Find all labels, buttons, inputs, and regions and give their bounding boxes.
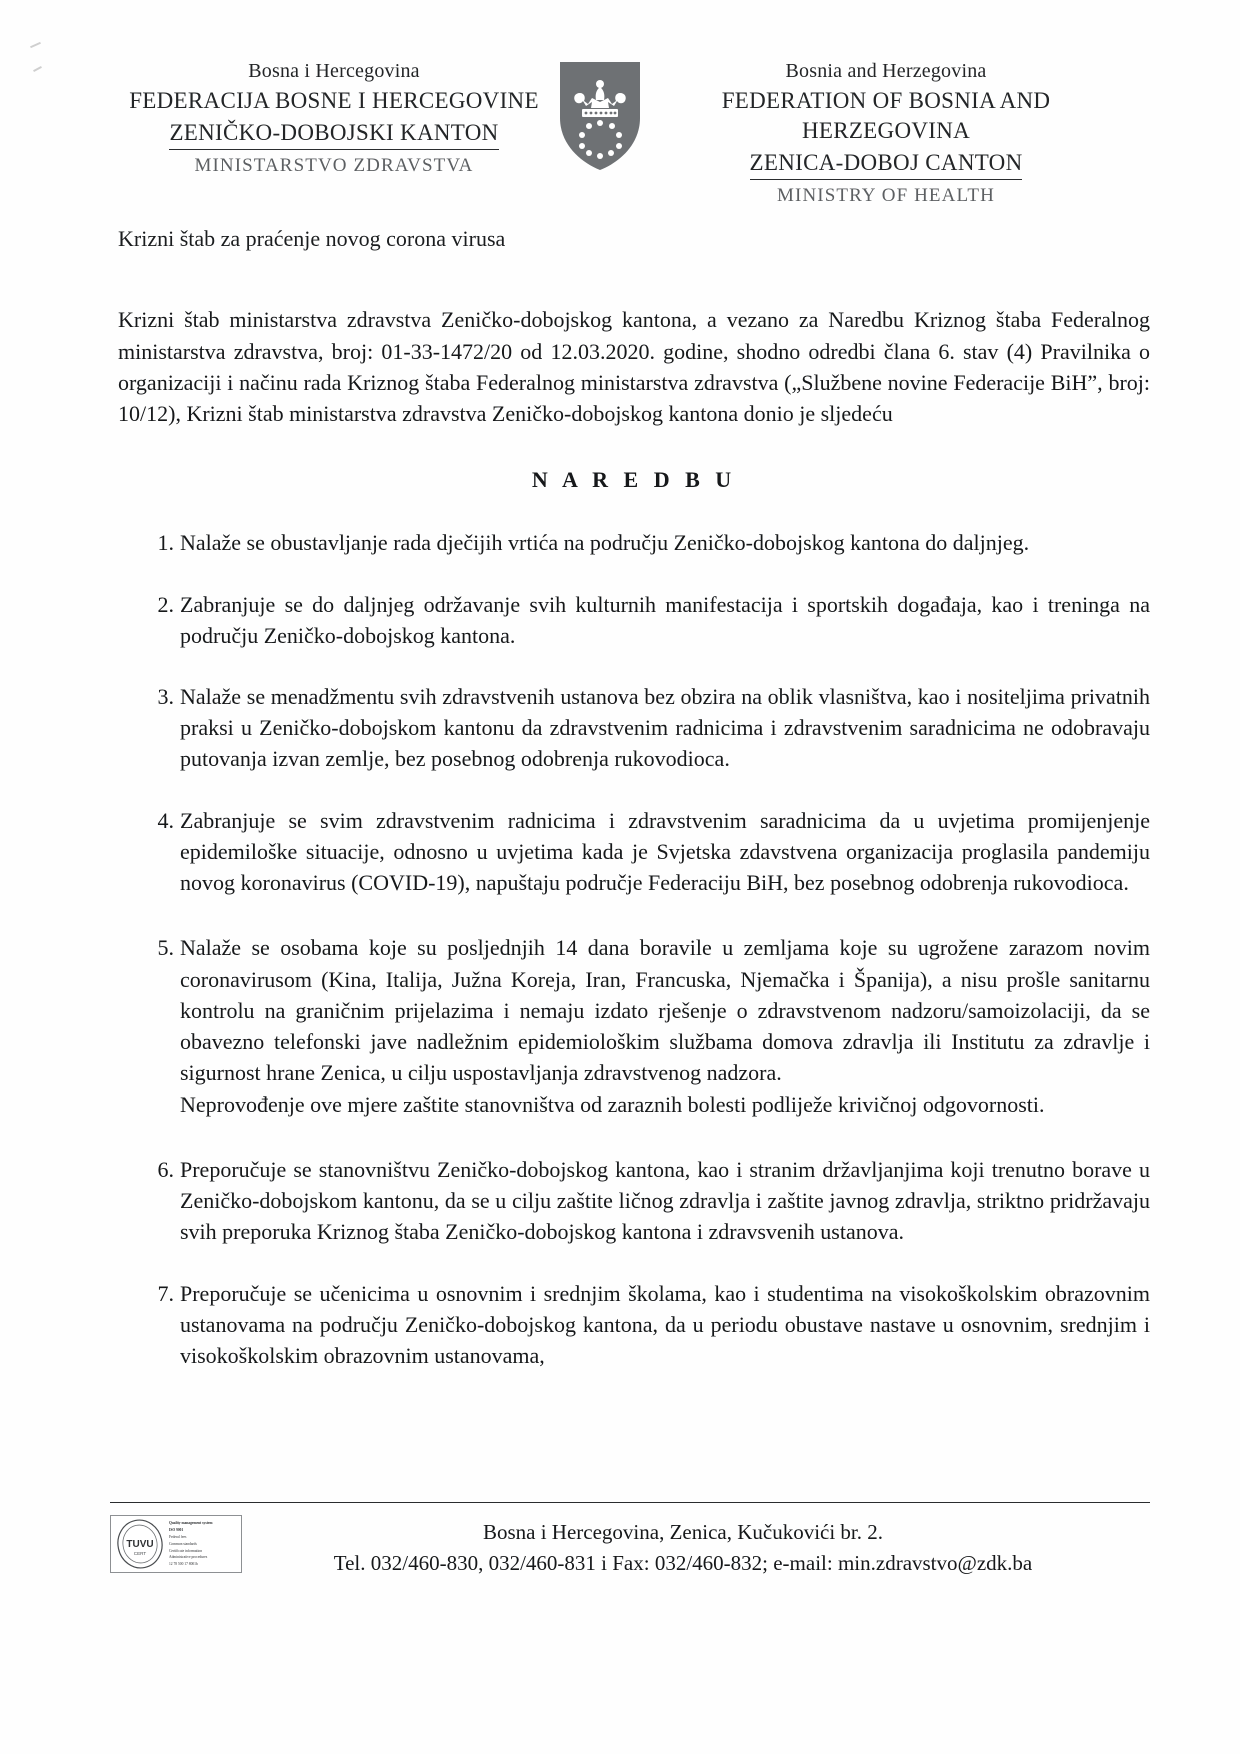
document-body xyxy=(118,304,1150,1371)
footer-address: Bosna i Hercegovina, Zenica, Kučukovići br. 2. xyxy=(482,1520,884,1545)
header-left-ministry: MINISTARSTVO ZDRAVSTVA xyxy=(194,154,474,176)
list-item-text: Preporučuje se stanovništvu Zeničko-dobojskog kantona, kao i stranim državljanjima koji trenutno borave u Zeničko-dobojskom kantonu, da se u cilju zaštite ličnog zdravlja i zaštite javnog zdravlja, striktno pridržavaju svih preporuka Kriznog štaba Zeničko-dobojskog kantona i zdravsvenih ustanova. xyxy=(180,1156,1150,1245)
tuv-logo-cert-number: 12 78 500 17 8001b xyxy=(169,1562,198,1567)
list-item-text: Nalaže se osobama koje su posljednjih 14 dana boravile u zemljama koje su ugrožene zarazom novim coronavirusom (Kina, Italija, Južna Koreja, Iran, Francuska, Njemačka i Španija), a nisu prošle sanitarnu kontrolu na graničnim prijelazima i nemaju izdato rješenje o zdravstvenom nadzoru/samoizolaciji, da se obavezno telefonski jave nadležnim epidemiološkim službama domova zdravlja ili Institutu za zdravlje i sigurnost hrane Zenica, u cilju uspostavljanja zdravstvenog nadzora. xyxy=(180,935,1150,1086)
document-footer xyxy=(110,1502,1150,1578)
list-item-number: 4. xyxy=(157,807,174,833)
list-item xyxy=(118,681,1150,775)
crisis-staff-subtitle: Krizni štab za praćenje novog corona virusa xyxy=(118,226,506,252)
tuv-logo-bullet: Administrative procedures xyxy=(169,1555,208,1560)
footer-divider xyxy=(110,1502,1150,1503)
list-item xyxy=(118,1278,1150,1372)
document-header xyxy=(0,0,1240,208)
list-item xyxy=(118,589,1150,651)
list-item-number: 7. xyxy=(157,1280,174,1306)
header-left-canton: ZENIČKO-DOBOJSKI KANTON xyxy=(169,118,498,150)
tuv-certification-logo xyxy=(110,1515,242,1573)
header-left-block xyxy=(124,58,544,178)
list-item-text-secondary: Neprovođenje ove mjere zaštite stanovništva od zaraznih bolesti podliježe krivičnoj odgovornosti. xyxy=(180,1091,1045,1117)
list-item-number: 2. xyxy=(157,591,174,617)
svg-text:TUVU: TUVU xyxy=(126,1539,154,1551)
list-item xyxy=(118,1154,1150,1248)
list-item-number: 3. xyxy=(157,684,174,709)
list-item-text: Zabranjuje se do daljnjeg održavanje svih kulturnih manifestacija i sportskih događaja, kao i treninga na području Zeničko-dobojskog kantona. xyxy=(180,591,1150,648)
header-right-canton: ZENICA-DOBOJ CANTON xyxy=(750,148,1023,180)
list-item-text: Nalaže se menadžmentu svih zdravstvenih ustanova bez obzira na oblik vlasništva, kao i nositeljima privatnih praksi u Zeničko-dobojskom kantonu da zdravstvenim radnicima i zdravstvenim saradnicima ne odobravaju putovanja izvan zemlje, bez posebnog odobrenja rukovodioca. xyxy=(180,684,1150,772)
order-heading: N A R E D B U xyxy=(531,467,737,493)
tuv-seal-icon xyxy=(114,1517,166,1571)
footer-contact: Tel. 032/460-830, 032/460-831 i Fax: 032/460-832; e-mail: min.zdravstvo@zdk.ba xyxy=(333,1550,1033,1575)
tuv-logo-bullet: Certificate information xyxy=(169,1548,203,1553)
tuv-logo-bullet: Federal fees xyxy=(169,1534,187,1539)
tuv-logo-text xyxy=(166,1521,238,1567)
list-item-text: Nalaže se obustavljanje rada dječijih vrtića na području Zeničko-dobojskog kantona do daljnjeg. xyxy=(180,530,1030,556)
svg-text:CERT: CERT xyxy=(133,1551,147,1557)
header-right-federation: FEDERATION OF BOSNIA AND HERZEGOVINA xyxy=(721,88,1051,143)
header-right-ministry: MINISTRY OF HEALTH xyxy=(777,184,995,206)
tuv-logo-bullet: Common standards xyxy=(169,1541,197,1546)
footer-contact-block xyxy=(242,1515,1150,1578)
tuv-logo-standard: ISO 9001 xyxy=(169,1528,184,1533)
tuv-logo-title: Quality management system xyxy=(169,1521,213,1526)
list-item-number: 1. xyxy=(157,530,174,556)
list-item-number: 6. xyxy=(157,1156,174,1182)
list-item-number: 5. xyxy=(157,935,174,961)
list-item-text: Zabranjuje se svim zdravstvenim radnicima i zdravstvenim saradnicima da u uvjetima promijenjenje epidemiloške situacije, odnosno u uvjetima kada je Svjetska zdavstvena organizacija proglasila pandemiju novog koronavirus (COVID-19), napuštaju područje Federaciju BiH, bez posebnog odobrenja rukovodioca. xyxy=(180,807,1150,896)
emblem-container xyxy=(554,58,646,172)
orders-list xyxy=(118,527,1150,1371)
header-left-federation: FEDERACIJA BOSNE I HERCEGOVINE xyxy=(129,88,539,113)
header-left-country: Bosna i Hercegovina xyxy=(248,60,420,82)
zenica-doboj-canton-coat-of-arms-icon xyxy=(558,60,642,172)
header-right-country: Bosnia and Herzegovina xyxy=(785,60,987,82)
list-item xyxy=(118,932,1150,1119)
list-item xyxy=(118,527,1150,558)
list-item-text: Preporučuje se učenicima u osnovnim i srednjim školama, kao i studentima na visokoškolskim obrazovnim ustanovama na području Zeničko-dobojskog kantona, da u periodu obustave nastave u osnovnim, srednjim i visokoškolskim obrazovnim ustanovama, xyxy=(180,1280,1150,1368)
list-item xyxy=(118,805,1150,899)
header-right-block xyxy=(656,58,1116,208)
intro-paragraph: Krizni štab ministarstva zdravstva Zeničko-dobojskog kantona, a vezano za Naredbu Kriznog štaba Federalnog ministarstva zdravstva, broj: 01-33-1472/20 od 12.03.2020. godine, shodno odredbi člana 6. stav (4) Pravilnika o organizaciji i načinu rada Kriznog štaba Federalnog ministarstva zdravstva („Službene novine Federacije BiH”, broj: 10/12), Krizni štab ministarstva zdravstva Zeničko-dobojskog kantona donio je sljedeću xyxy=(118,307,1150,427)
